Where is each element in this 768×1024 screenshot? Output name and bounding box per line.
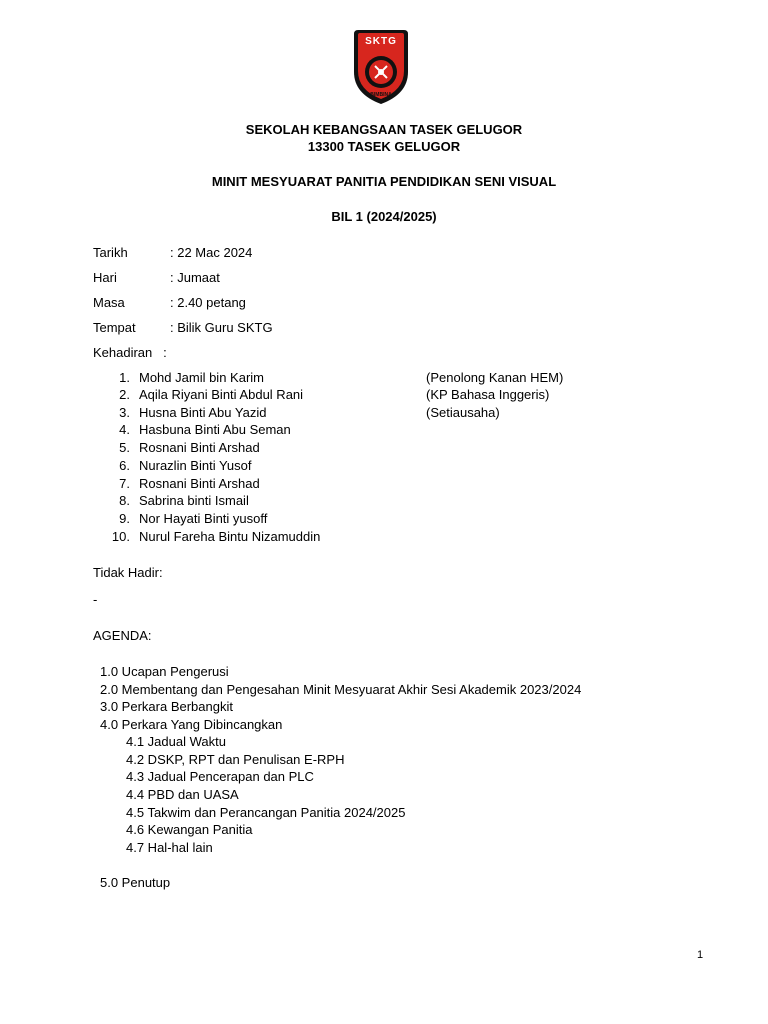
agenda-label: AGENDA: <box>93 628 152 643</box>
document-title: MINIT MESYUARAT PANITIA PENDIDIKAN SENI VISUAL <box>211 174 557 189</box>
attendee-number: 6. <box>119 458 130 473</box>
agenda-sub-item: 4.1 Jadual Waktu <box>126 734 226 749</box>
agenda-item: 3.0 Perkara Berbangkit <box>100 699 233 714</box>
attendee-name: Nurul Fareha Bintu Nizamuddin <box>139 529 321 544</box>
attendee-name: Sabrina binti Ismail <box>139 493 249 508</box>
attendee-number: 3. <box>119 405 130 420</box>
attendee-name: Rosnani Binti Arshad <box>139 476 260 491</box>
attendee-number: 10. <box>111 529 130 544</box>
attendee-name: Rosnani Binti Arshad <box>139 440 260 455</box>
absent-label: Tidak Hadir: <box>93 565 163 580</box>
attendee-number: 2. <box>119 387 130 402</box>
agenda-item: 4.0 Perkara Yang Dibincangkan <box>100 717 283 732</box>
page-number: 1 <box>697 949 704 961</box>
attendee-role: (KP Bahasa Inggeris) <box>426 387 550 402</box>
attendee-name: Nurazlin Binti Yusof <box>139 458 252 473</box>
time-value: : 2.40 petang <box>170 295 246 310</box>
venue-label: Tempat <box>93 320 136 335</box>
attendee-role: (Setiausaha) <box>426 405 500 420</box>
date-label: Tarikh <box>93 245 128 260</box>
time-label: Masa <box>93 295 125 310</box>
day-value: : Jumaat <box>170 270 220 285</box>
attendee-number: 7. <box>119 476 130 491</box>
venue-value: : Bilik Guru SKTG <box>170 320 273 335</box>
attendee-name: Husna Binti Abu Yazid <box>139 405 267 420</box>
agenda-sub-item: 4.3 Jadual Pencerapan dan PLC <box>126 769 314 784</box>
attendee-number: 5. <box>119 440 130 455</box>
agenda-closing: 5.0 Penutup <box>100 875 171 890</box>
school-name: SEKOLAH KEBANGSAAN TASEK GELUGOR <box>245 122 523 137</box>
agenda-sub-item: 4.6 Kewangan Panitia <box>126 822 253 837</box>
attendee-number: 9. <box>119 511 130 526</box>
attendee-number: 8. <box>119 493 130 508</box>
agenda-item: 1.0 Ucapan Pengerusi <box>100 664 229 679</box>
school-logo <box>350 28 412 106</box>
agenda-sub-item: 4.5 Takwim dan Perancangan Panitia 2024/2025 <box>126 805 406 820</box>
date-value: : 22 Mac 2024 <box>170 245 253 260</box>
attendee-number: 4. <box>119 422 130 437</box>
absent-value: - <box>93 592 98 607</box>
meeting-number: BIL 1 (2024/2025) <box>331 209 437 224</box>
attendee-name: Hasbuna Binti Abu Seman <box>139 422 291 437</box>
attendee-role: (Penolong Kanan HEM) <box>426 370 564 385</box>
agenda-sub-item: 4.7 Hal-hal lain <box>126 840 213 855</box>
agenda-item: 2.0 Membentang dan Pengesahan Minit Mesyuarat Akhir Sesi Akademik 2023/2024 <box>100 682 582 697</box>
logo-top-text: SKTG <box>365 36 397 47</box>
day-label: Hari <box>93 270 117 285</box>
logo-bottom-text: BIMBINA <box>370 92 392 98</box>
agenda-sub-item: 4.2 DSKP, RPT dan Penulisan E-RPH <box>126 752 345 767</box>
attendee-name: Aqila Riyani Binti Abdul Rani <box>139 387 304 402</box>
attendee-name: Mohd Jamil bin Karim <box>139 370 264 385</box>
agenda-sub-item: 4.4 PBD dan UASA <box>126 787 239 802</box>
attendee-name: Nor Hayati Binti yusoff <box>139 511 268 526</box>
school-address: 13300 TASEK GELUGOR <box>307 139 461 154</box>
attendee-number: 1. <box>119 370 130 385</box>
attendance-label: Kehadiran : <box>93 345 167 360</box>
